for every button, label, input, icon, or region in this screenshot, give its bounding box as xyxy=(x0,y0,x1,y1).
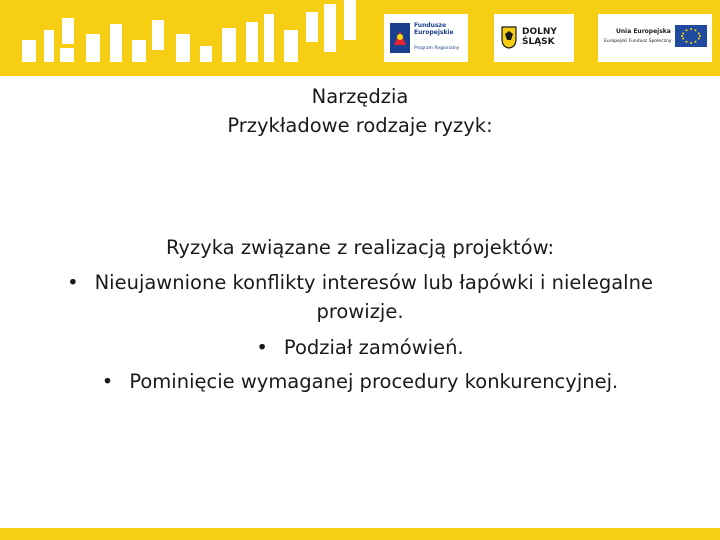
bullet-text-procedure: Pominięcie wymaganej procedury konkurencyjnej. xyxy=(129,370,619,393)
dolny-line1: DOLNY xyxy=(522,27,557,37)
unia-europejska-title: Unia Europejska xyxy=(616,28,671,35)
unia-europejska-subtitle: Europejski Fundusz Społeczny xyxy=(604,39,672,44)
dolny-slask-logo xyxy=(494,14,574,62)
fundusze-europejskie-logo xyxy=(384,14,468,62)
fundusze-line1: Fundusze xyxy=(414,22,447,29)
fundusze-europejskie-icon xyxy=(390,23,410,53)
slide-subtitle: Przykładowe rodzaje ryzyk: xyxy=(227,114,493,137)
bullet-item-conflicts xyxy=(60,268,660,326)
bullet-text-split-orders: Podział zamówień. xyxy=(283,336,464,359)
bullet-text-conflicts: Nieujawnione konflikty interesów lub łapówki i nielegalne prowizje. xyxy=(94,271,653,323)
unia-europejska-logo xyxy=(598,14,712,62)
dolny-line2: ŚLĄSK xyxy=(522,37,555,47)
eu-flag-icon xyxy=(675,25,707,47)
fundusze-subtitle: Program Regionalny xyxy=(414,46,460,51)
bullet-item-split-orders xyxy=(0,333,720,362)
dolny-slask-text xyxy=(522,27,557,47)
fundusze-title xyxy=(414,22,454,36)
fundusze-line2: Europejskie xyxy=(414,29,454,36)
top-banner xyxy=(0,0,720,76)
bullet-icon: • xyxy=(256,336,268,359)
bullet-icon: • xyxy=(101,370,114,393)
eagle-crest-icon xyxy=(500,25,518,49)
bullet-icon: • xyxy=(67,271,79,294)
slide-title: Narzędzia xyxy=(311,85,409,108)
decorative-blocks-icon xyxy=(0,0,380,76)
bottom-bar xyxy=(0,528,720,540)
bullet-item-procedure xyxy=(0,367,720,396)
risks-intro: Ryzyka związane z realizacją projektów: xyxy=(165,236,555,259)
